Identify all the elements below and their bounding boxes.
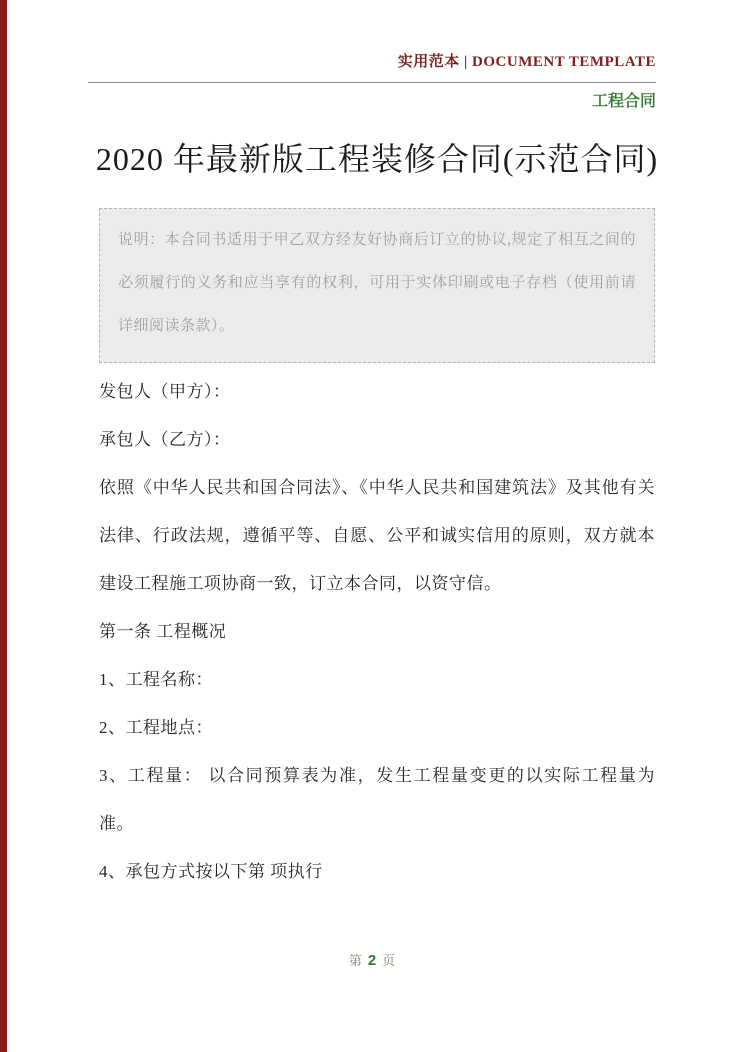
page-footer — [0, 950, 744, 969]
paragraph-preamble: 依照《中华人民共和国合同法》、《中华人民共和国建筑法》及其他有关法律、行政法规，遵循平等、自愿、公平和诚实信用的原则，双方就本建设工程施工项协商一致，订立本合同，以资守信。 — [99, 478, 655, 593]
header-divider — [88, 82, 656, 83]
page-number: 2 — [367, 952, 377, 969]
header-brand: 实用范本 | DOCUMENT TEMPLATE — [397, 54, 656, 70]
left-accent-bar — [0, 0, 7, 1052]
page-header — [99, 50, 656, 111]
footer-suffix: 页 — [382, 953, 396, 968]
paragraph-party-a: 发包人（甲方）： — [99, 382, 231, 401]
paragraph-article-1-heading: 第一条 工程概况 — [99, 622, 227, 641]
paragraph-item-2: 2、工程地点： — [99, 718, 213, 737]
header-category-label: 工程合同 — [591, 93, 656, 110]
footer-prefix: 第 — [348, 953, 362, 968]
paragraph-item-3: 3、工程量： 以合同预算表为准，发生工程量变更的以实际工程量为准。 — [99, 766, 655, 833]
document-title: 2020 年最新版工程装修合同(示范合同) — [95, 141, 659, 177]
notice-text: 说明：本合同书适用于甲乙双方经友好协商后订立的协议,规定了相互之间的必须履行的义务和应当享有的权利，可用于实体印刷或电子存档（使用前请详细阅读条款）。 — [118, 232, 636, 334]
notice-box — [99, 208, 655, 363]
paragraph-item-4: 4、承包方式按以下第 项执行 — [99, 862, 323, 881]
document-body — [99, 368, 655, 896]
paragraph-item-1: 1、工程名称： — [99, 670, 213, 689]
paragraph-party-b: 承包人（乙方）： — [99, 430, 231, 449]
